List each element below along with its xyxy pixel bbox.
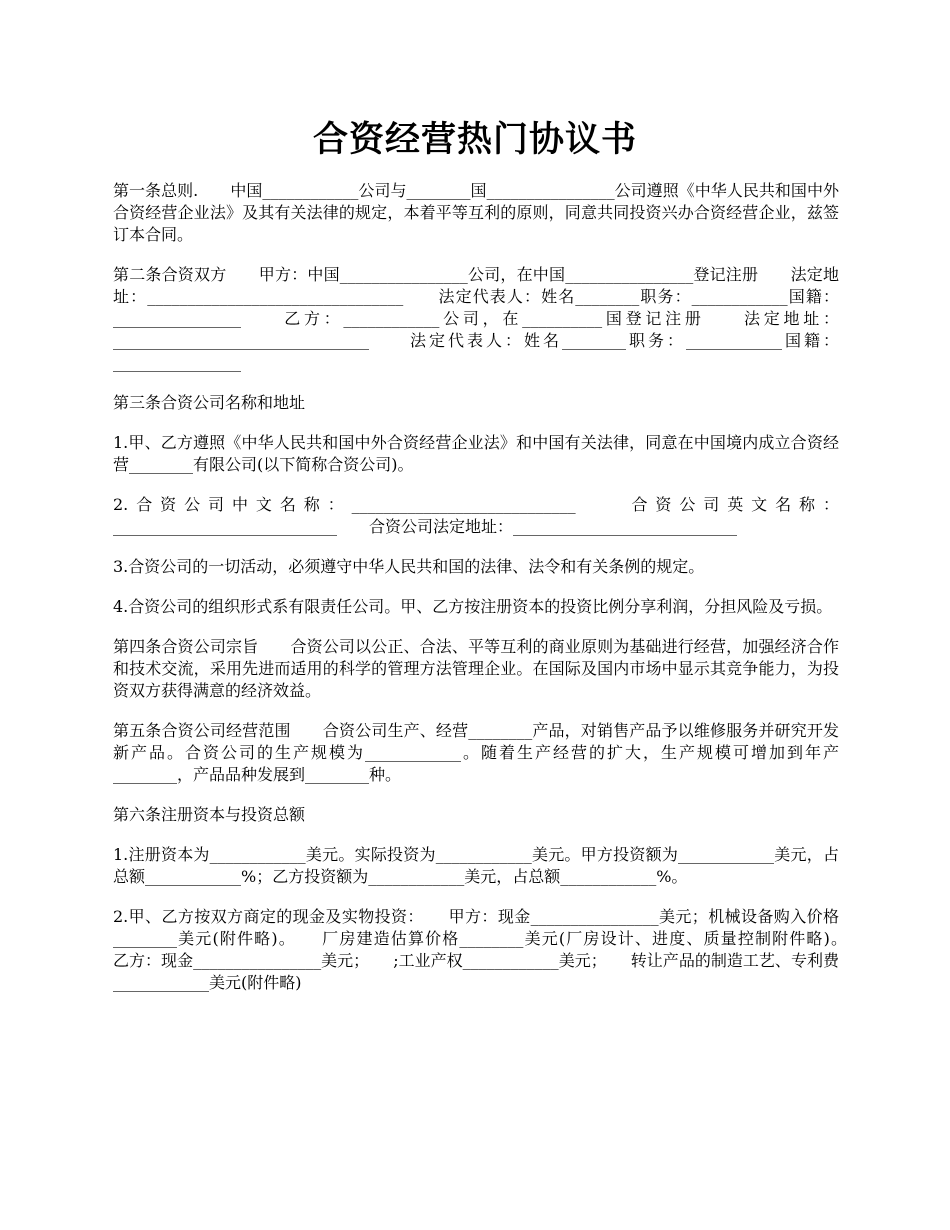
article-3-heading: 第三条合资公司名称和地址 (113, 393, 306, 412)
article-3-clause-4: 4.合资公司的组织形式系有限责任公司。甲、乙方按注册资本的投资比例分享利润，分担风险及亏损。 (113, 597, 833, 616)
article-1-general: 第一条总则. 中国____________公司与________国________________公司遵照《中华人民共和国中外合资经营企业法》及其有关法律的规定，本着平等互利的原则，同意共同投资兴办合资经营企业，兹签订本合同。 (113, 181, 839, 244)
article-6-clause-1: 1.注册资本为____________美元。实际投资为____________美元。甲方投资额为____________美元，占总额____________%；乙方投资额为____________美元，占总额____________%。 (113, 845, 839, 886)
article-3-clause-1: 1.甲、乙方遵照《中华人民共和国中外合资经营企业法》和中国有关法律，同意在中国境内成立合资经营________有限公司(以下简称合资公司)。 (113, 433, 839, 474)
article-3-clause-2: 2.合资公司中文名称：____________________________ 合资公司英文名称：____________________________ 合资公司法定地址：____________________________ (113, 495, 839, 536)
article-6-clause-2: 2.甲、乙方按双方商定的现金及实物投资： 甲方：现金________________美元；机械设备购入价格________美元(附件略)。 厂房建造估算价格________美元(厂房设计、进度、质量控制附件略)。 乙方：现金________________美元； ;工业产权____________美元； 转让产品的制造工艺、专利费____________美元(附件略) (113, 907, 872, 992)
document-body (113, 180, 872, 1012)
article-5-scope: 第五条合资公司经营范围 合资公司生产、经营________产品，对销售产品予以维修服务并研究开发新产品。合资公司的生产规模为____________。随着生产经营的扩大，生产规模可增加到年产________，产品品种发展到________种。 (113, 721, 839, 784)
article-4-purpose: 第四条合资公司宗旨 合资公司以公正、合法、平等互利的商业原则为基础进行经营，加强经济合作和技术交流，采用先进而适用的科学的管理方法管理企业。在国际及国内市场中显示其竞争能力，为投资双方获得满意的经济效益。 (113, 637, 839, 700)
article-2-parties: 第二条合资双方 甲方：中国________________公司，在中国________________登记注册 法定地址：________________________________ 法定代表人：姓名________职务：____________国籍：________________ 乙方：____________公司，在__________国登记注册 法定地址：________________________________ 法定代表人：姓名________职务：____________国籍：________________ (113, 265, 839, 372)
article-3-clause-3: 3.合资公司的一切活动，必须遵守中华人民共和国的法律、法令和有关条例的规定。 (113, 557, 705, 576)
article-6-heading: 第六条注册资本与投资总额 (113, 805, 306, 824)
document-title: 合资经营热门协议书 (312, 119, 637, 160)
